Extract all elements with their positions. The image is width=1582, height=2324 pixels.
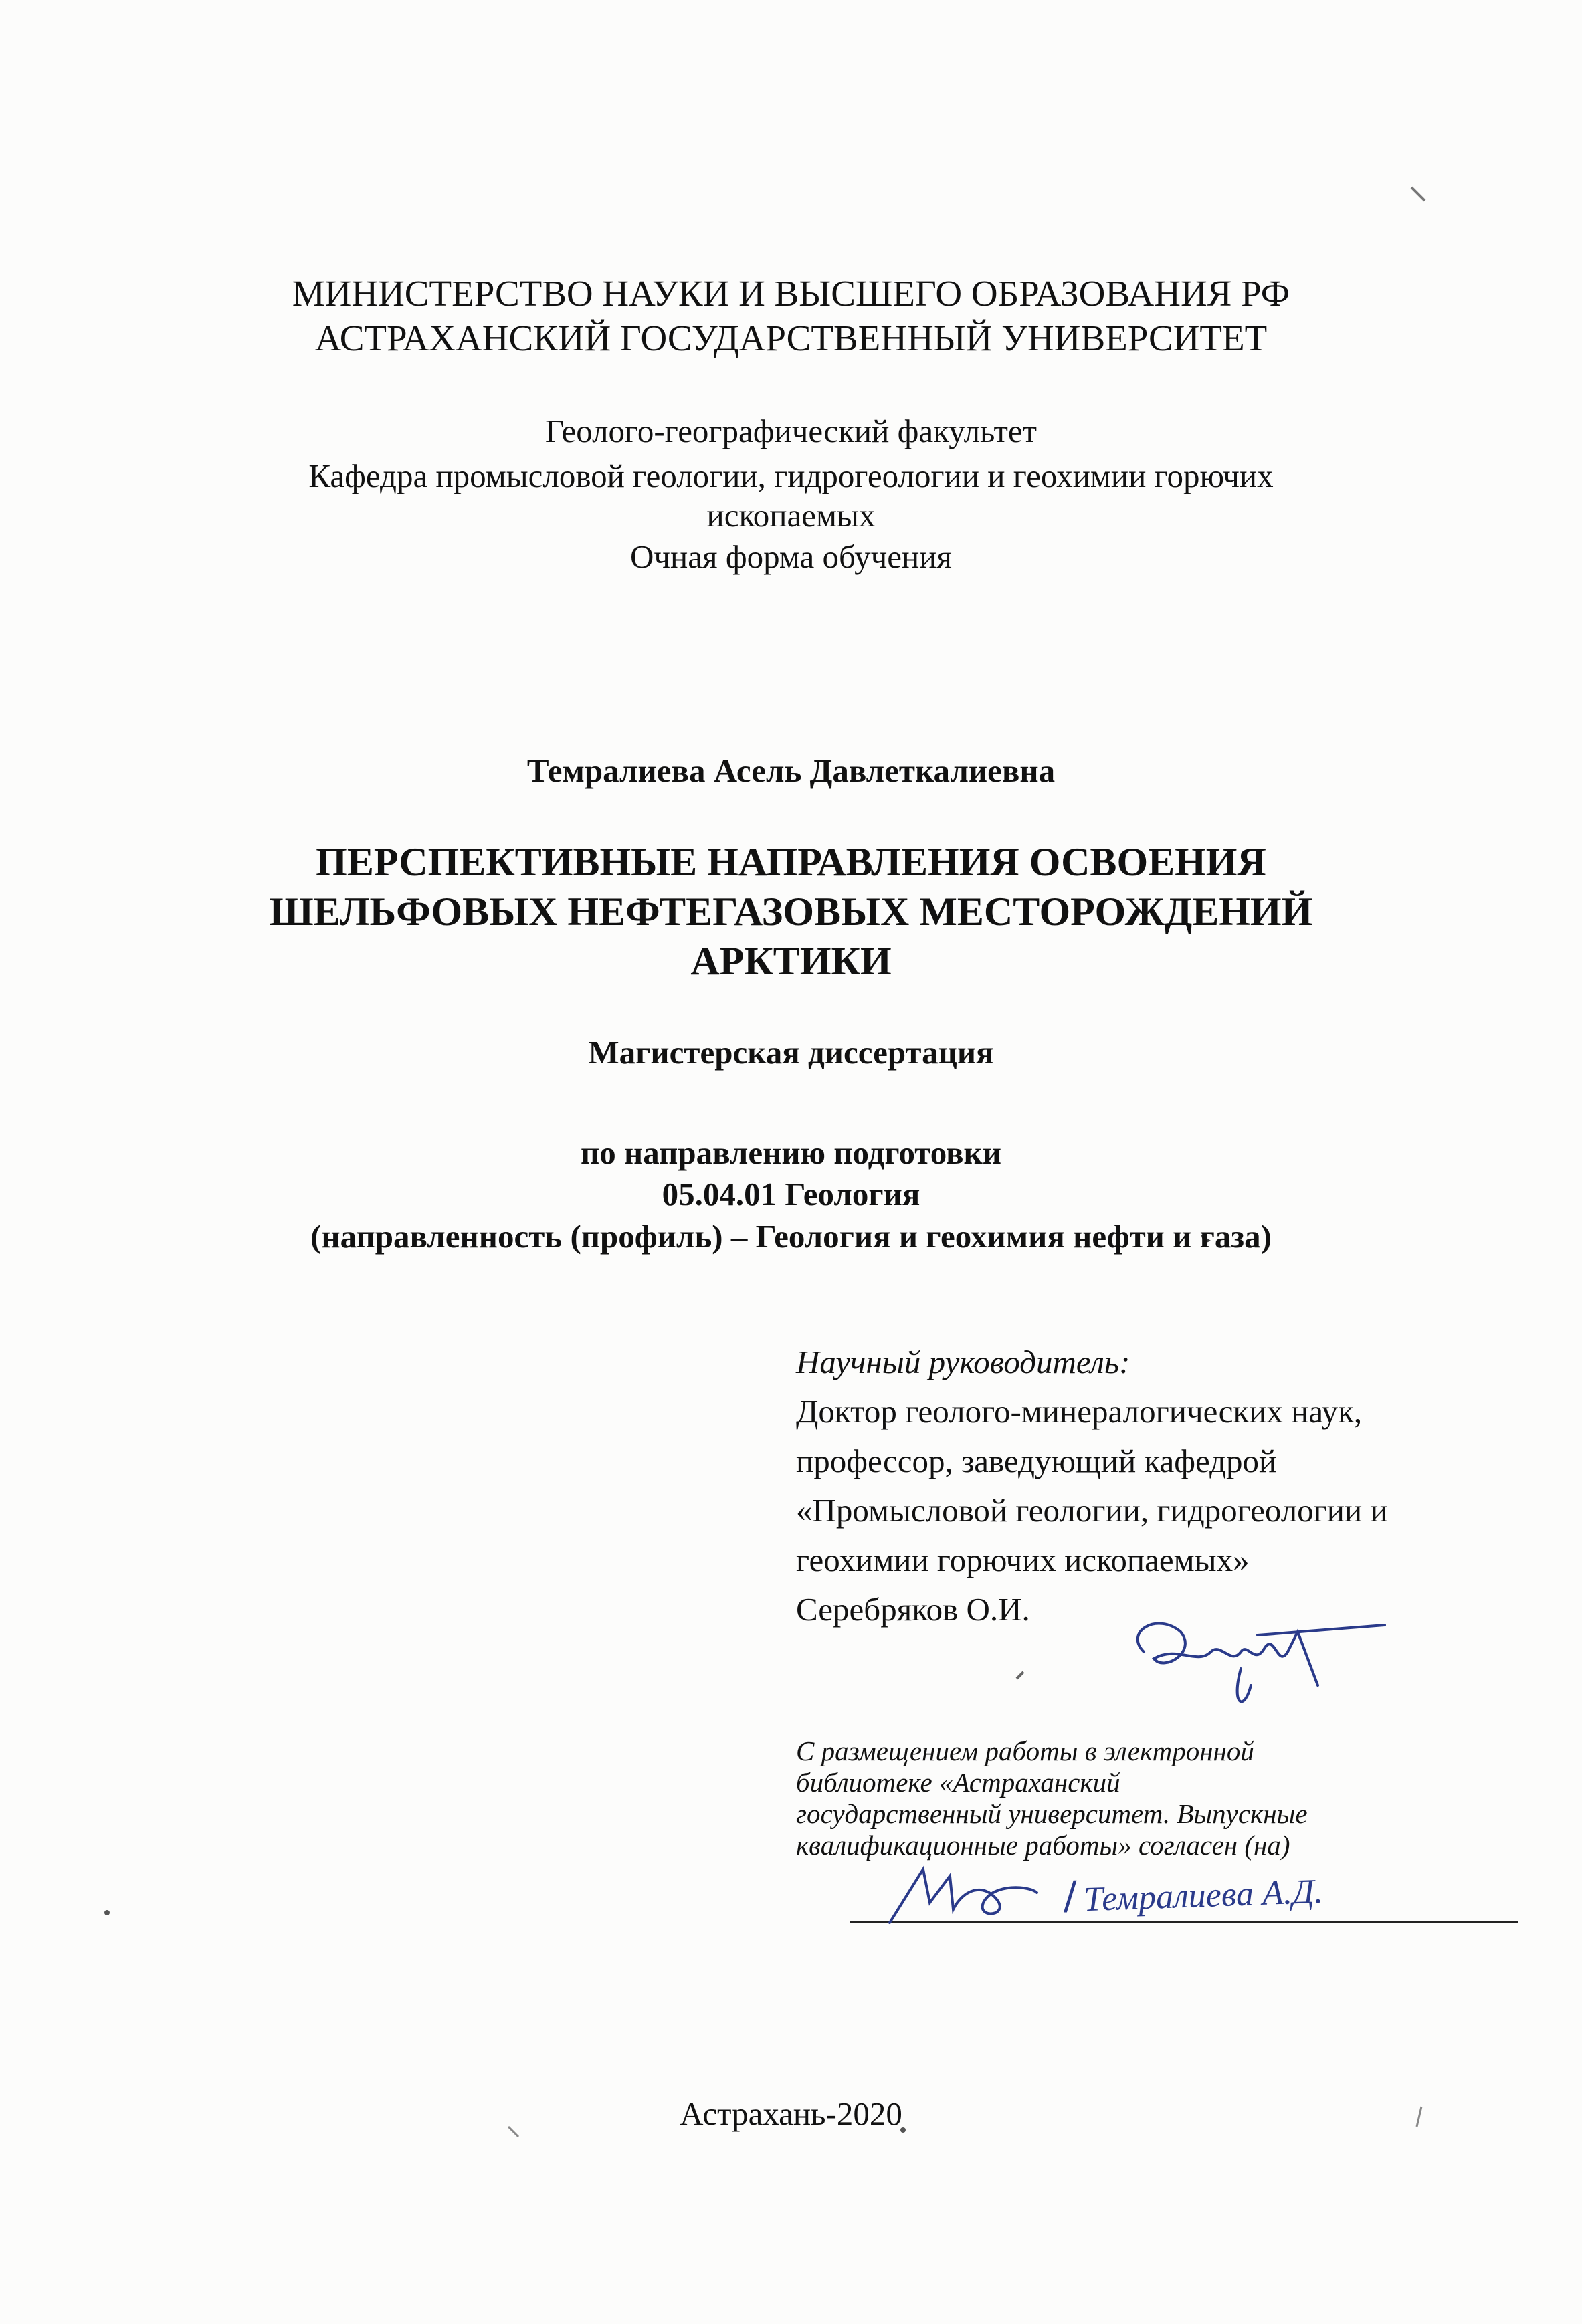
supervisor-position: профессор, заведующий кафедрой [796,1443,1277,1479]
thesis-type: Магистерская диссертация [588,1034,994,1071]
university-name: АСТРАХАНСКИЙ ГОСУДАРСТВЕННЫЙ УНИВЕРСИТЕТ [314,318,1268,358]
supervisor-signature [1117,1605,1398,1719]
thesis-title-line1: ПЕРСПЕКТИВНЫЕ НАПРАВЛЕНИЯ ОСВОЕНИЯ [316,840,1266,884]
supervisor-department-line1: «Промысловой геологии, гидрогеологии и [796,1492,1388,1529]
student-signature [876,1863,1050,1936]
consent-block [796,1735,1565,1861]
consent-line1: С размещением работы в электронной [796,1735,1254,1766]
thesis-profile: (направленность (профиль) – Геология и геохимия нефти и газа) [310,1218,1272,1255]
supervisor-name: Серебряков О.И. [796,1591,1030,1628]
signature-separator: / [1064,1873,1077,1918]
faculty-name: Геолого-географический факультет [545,413,1037,449]
consent-line4: квалификационные работы» согласен (на) [796,1830,1290,1861]
study-form: Очная форма обучения [630,538,952,575]
department-name-line1: Кафедра промысловой геологии, гидрогеологии и геохимии горючих [308,457,1274,494]
direction-label: по направлению подготовки [581,1134,1001,1171]
thesis-title-line2: ШЕЛЬФОВЫХ НЕФТЕГАЗОВЫХ МЕСТОРОЖДЕНИЙ [269,889,1313,934]
ministry-name: МИНИСТЕРСТВО НАУКИ И ВЫСШЕГО ОБРАЗОВАНИЯ РФ [292,273,1290,314]
supervisor-block [796,1338,1532,1634]
student-handwritten-name: Темралиева А.Д. [1083,1872,1324,1919]
consent-line2: библиотеке «Астраханский [796,1767,1120,1798]
author-name: Темралиева Асель Давлеткалиевна [526,752,1056,789]
supervisor-department-line2: геохимии горючих ископаемых» [796,1542,1250,1578]
supervisor-degree: Доктор геолого-минералогических наук, [796,1393,1363,1430]
consent-line3: государственный университет. Выпускные [796,1798,1308,1829]
department-name-line2: ископаемых [706,497,876,534]
city-year: Астрахань-2020 [680,2095,902,2132]
thesis-title-line3: АРКТИКИ [690,939,892,983]
direction-code: 05.04.01 Геология [662,1176,920,1212]
supervisor-label: Научный руководитель: [796,1344,1130,1380]
